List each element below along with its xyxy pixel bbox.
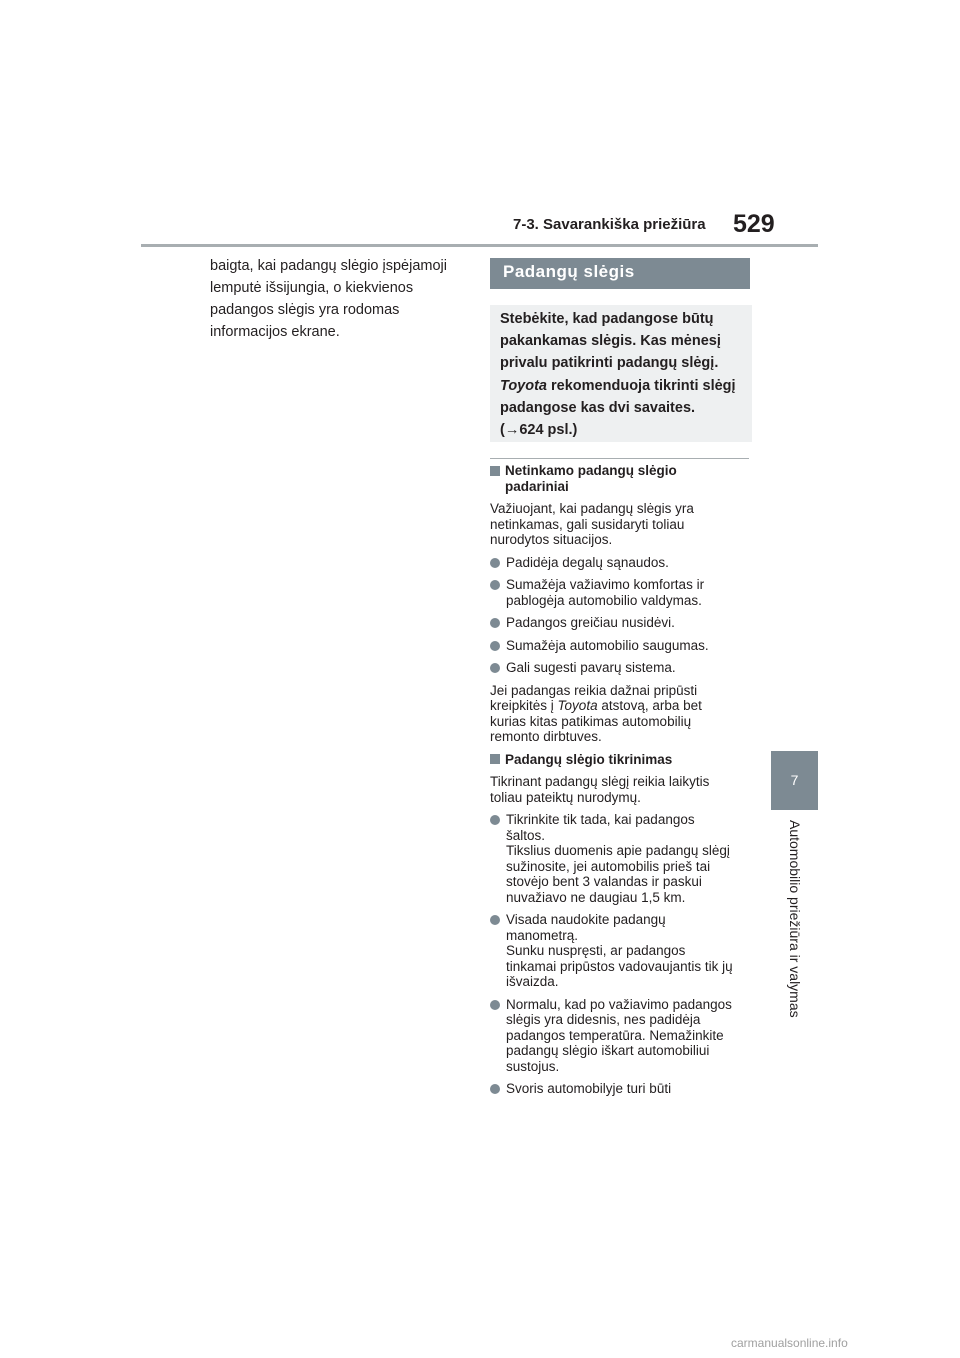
text-line: Važiuojant, kai padangų slėgis yra — [490, 501, 694, 516]
heading-text — [505, 463, 677, 494]
note-line: pakankamas slėgis. Kas mėnesį — [500, 333, 721, 350]
circle-bullet-icon — [490, 815, 500, 825]
tire-pressure-box-title: Padangų slėgis — [490, 258, 750, 289]
text-line: Tikrinant padangų slėgį reikia laikytis — [490, 774, 710, 789]
bullet-line: sustojus. — [506, 1058, 560, 1074]
paragraph — [490, 774, 752, 805]
note-line-text: rekomenduoja tikrinti slėgį — [551, 377, 736, 394]
footer-watermark: carmanualsonline.info — [731, 1336, 848, 1350]
text-line: Jei padangas reikia dažnai pripūsti — [490, 682, 698, 698]
circle-bullet-icon — [490, 1000, 500, 1010]
section-header: 7-3. Savarankiška priežiūra — [513, 216, 706, 233]
bullet-line: Padidėja degalų sąnaudos. — [506, 554, 669, 570]
bullet-line: manometrą. — [506, 927, 579, 943]
circle-bullet-icon — [490, 915, 500, 925]
list-item — [490, 555, 752, 571]
circle-bullet-icon — [490, 1084, 500, 1094]
list-item — [490, 577, 752, 608]
square-bullet-icon — [490, 466, 500, 476]
note-line: privalu patikrinti padangų slėgį. — [500, 355, 719, 372]
text-line: lemputė išsijungia, o kiekvienos — [210, 280, 414, 296]
list-item — [490, 615, 752, 631]
bullet-line: Gali sugesti pavarų sistema. — [506, 660, 676, 675]
header-rule — [141, 244, 818, 247]
list-item — [490, 638, 752, 654]
heading-line: Netinkamo padangų slėgio — [505, 463, 677, 478]
section-heading-incorrect-pressure — [490, 463, 752, 494]
circle-bullet-icon — [490, 618, 500, 628]
circle-bullet-icon — [490, 558, 500, 568]
bullet-line: Tikrinkite tik tada, kai padangos — [506, 812, 695, 827]
bullet-line: padangų slėgio iškart automobiliui — [506, 1043, 710, 1058]
list-item — [490, 1081, 752, 1097]
list-item — [490, 660, 752, 676]
bullet-line: Padangos greičiau nusidėvi. — [506, 615, 675, 630]
section-divider — [490, 458, 749, 459]
brand-name: Toyota — [557, 698, 598, 713]
text-line: informacijos ekrane. — [210, 324, 340, 340]
section-heading-pressure-check — [490, 752, 752, 768]
text-line: kurias kitas patikimas automobilių — [490, 713, 692, 729]
text-fragment: kreipkitės į — [490, 698, 554, 713]
tire-pressure-note-box — [490, 305, 752, 442]
page-reference: (→624 psl.) — [500, 422, 578, 439]
list-item — [490, 812, 752, 905]
text-line: toliau pateiktų nurodymų. — [490, 789, 641, 805]
list-item — [490, 912, 752, 990]
bullet-line: slėgis yra didesnis, nes padidėja — [506, 1012, 701, 1027]
text-line: baigta, kai padangų slėgio įspėjamoji — [210, 258, 447, 274]
left-column — [210, 255, 460, 343]
bullet-line: pablogėja automobilio valdymas. — [506, 592, 702, 608]
bullet-line: stovėjo bent 3 valandas ir paskui — [506, 874, 702, 889]
bullet-line: padangos temperatūra. Nemažinkite — [506, 1027, 724, 1043]
text-line: netinkamas, gali susidaryti toliau — [490, 516, 685, 532]
bullet-line: Sumažėja automobilio saugumas. — [506, 637, 709, 653]
bullet-line: išvaizda. — [506, 974, 559, 989]
brand-name: Toyota — [500, 377, 547, 394]
chapter-tab-label: Automobilio priežiūra ir valymas — [787, 820, 803, 1018]
right-column — [490, 463, 752, 1104]
text-line: remonto dirbtuves. — [490, 729, 602, 744]
circle-bullet-icon — [490, 663, 500, 673]
paragraph — [490, 501, 752, 548]
heading-line: padariniai — [505, 478, 569, 494]
circle-bullet-icon — [490, 641, 500, 651]
bullet-line: Visada naudokite padangų — [506, 912, 666, 927]
chapter-tab-number: 7 — [771, 751, 818, 810]
bullet-line: Tikslius duomenis apie padangų slėgį — [506, 843, 730, 858]
text-fragment: atstovą, arba bet — [601, 698, 702, 713]
bullet-line: nuvažiavo ne daugiau 1,5 km. — [506, 889, 686, 905]
bullet-line: Sumažėja važiavimo komfortas ir — [506, 577, 705, 592]
bullet-line: tinkamai pripūstos vadovaujantis tik jų — [506, 958, 733, 974]
note-line: padangose kas dvi savaites. — [500, 399, 696, 416]
square-bullet-icon — [490, 754, 500, 764]
bullet-line: Svoris automobilyje turi būti — [506, 1081, 672, 1096]
text-line: padangos slėgis yra rodomas — [210, 302, 400, 318]
bullet-line: sužinosite, jei automobilis prieš tai — [506, 858, 711, 874]
bullet-line: Sunku nuspręsti, ar padangos — [506, 943, 686, 958]
page-number: 529 — [733, 210, 775, 238]
circle-bullet-icon — [490, 580, 500, 590]
bullet-line: šaltos. — [506, 827, 546, 843]
paragraph — [490, 683, 752, 745]
note-line: Stebėkite, kad padangose būtų — [500, 311, 714, 327]
bullet-line: Normalu, kad po važiavimo padangos — [506, 996, 732, 1012]
list-item — [490, 997, 752, 1075]
heading-line: Padangų slėgio tikrinimas — [505, 751, 673, 767]
text-line: nurodytos situacijos. — [490, 532, 613, 547]
note-line — [500, 375, 742, 397]
